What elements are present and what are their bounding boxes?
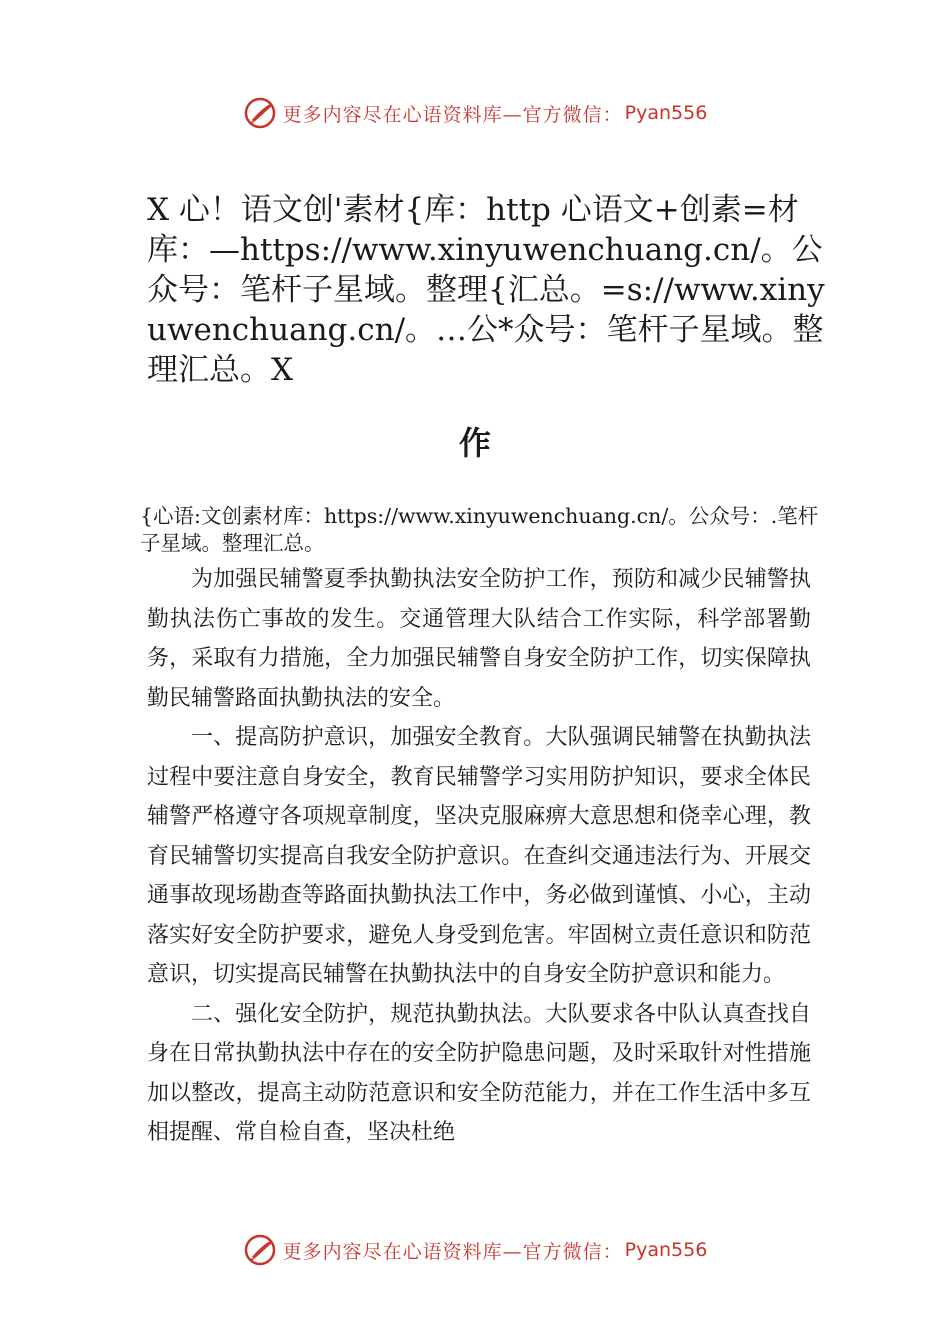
brush-pen-logo-icon (243, 1233, 277, 1267)
wechat-id: Pyan556 (624, 1239, 708, 1261)
brush-pen-logo-icon (243, 96, 277, 130)
footer-banner (0, 1233, 950, 1267)
title-block: X 心！语文创'素材{库：http 心语文+创素=材库：—https://www.xinyuwenchuang.cn/。公众号：笔杆子星域。整理{汇总。=s://www.xinyuwenchuang.cn/。…公*众号：笔杆子星域。整理汇总。X (147, 192, 825, 388)
banner-text: 更多内容尽在心语资料库—官方微信： (282, 1240, 623, 1263)
banner-text: 更多内容尽在心语资料库—官方微信： (282, 103, 623, 126)
body-text (147, 560, 811, 1153)
wechat-id: Pyan556 (624, 102, 708, 124)
paragraph: 为加强民辅警夏季执勤执法安全防护工作，预防和减少民辅警执勤执法伤亡事故的发生。交通管理大队结合工作实际，科学部署勤务，采取有力措施，全力加强民辅警自身安全防护工作，切实保障执勤民辅警路面执勤执法的安全。 (147, 567, 811, 711)
header-banner (0, 96, 950, 130)
paragraph: 二、强化安全防护，规范执勤执法。大队要求各中队认真查找自身在日常执勤执法中存在的安全防护隐患问题，及时采取针对性措施加以整改，提高主动防范意识和安全防范能力，并在工作生活中多互相提醒、常自检自查，坚决杜绝 (147, 1001, 811, 1145)
source-line: {心语:文创素材库：https://www.xinyuwenchuang.cn/。公众号：.笔杆子星域。整理汇总。 (140, 504, 819, 555)
paragraph: 一、提高防护意识，加强安全教育。大队强调民辅警在执勤执法过程中要注意自身安全，教育民辅警学习实用防护知识，要求全体民辅警严格遵守各项规章制度，坚决克服麻痹大意思想和侥幸心理，教育民辅警切实提高自我安全防护意识。在查纠交通违法行为、开展交通事故现场勘查等路面执勤执法工作中，务必做到谨慎、小心，主动落实好安全防护要求，避免人身受到危害。牢固树立责任意识和防范意识，切实提高民辅警在执勤执法中的自身安全防护意识和能力。 (147, 725, 811, 987)
page-heading: 作 (458, 424, 491, 462)
